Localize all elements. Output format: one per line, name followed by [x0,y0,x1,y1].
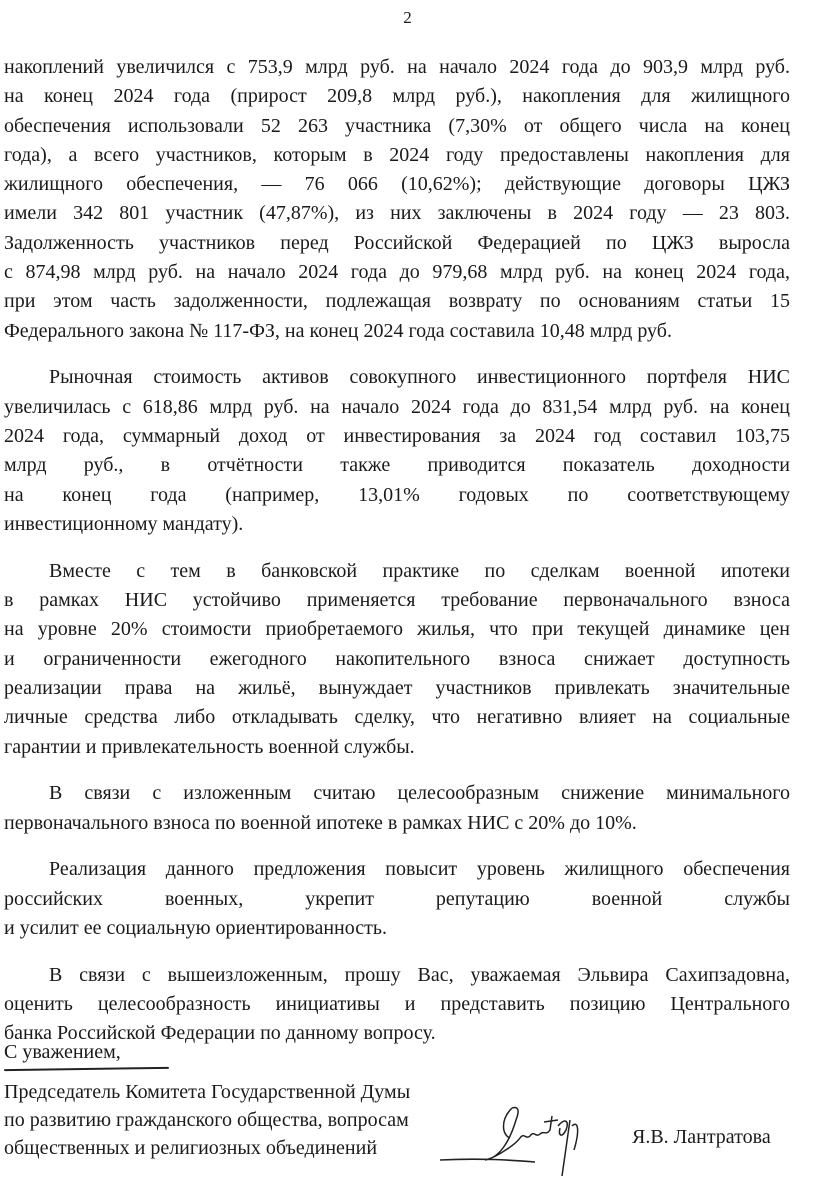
page-number: 2 [403,8,412,27]
text-line: личные средства либо откладывать сделку, что негативно влияет на социальные [4,706,790,729]
text-line: в рамках НИС устойчиво применяется требование первоначального взноса [4,589,790,612]
paragraph [4,363,790,539]
text-line: Реализация данного предложения повысит уровень жилищного обеспечения [49,858,790,881]
text-line: инвестиционному мандату). [4,512,244,535]
text-line: Вместе с тем в банковской практике по сделкам военной ипотеки [49,559,790,582]
text-line: на конец 2024 года (прирост 209,8 млрд руб.), накопления для жилищного [4,85,790,108]
text-line: имели 342 801 участник (47,87%), из них заключены в 2024 году — 23 803. [4,202,790,225]
text-line: при этом часть задолженности, подлежащая возврату по основаниям статьи 15 [4,290,790,313]
text-line: 2024 года, суммарный доход от инвестирования за 2024 год составил 103,75 [4,425,790,448]
handwritten-signature [440,1100,600,1190]
text-line: российских военных, укрепит репутацию военной службы [4,887,790,910]
text-line: и ограниченности ежегодного накопительного взноса снижает доступность [4,647,790,670]
text-line: банка Российской Федерации по данному вопросу. [4,1022,436,1045]
text-line: В связи с изложенным считаю целесообразным снижение минимального [49,782,790,805]
text-line: увеличилась с 618,86 млрд руб. на начало 2024 года до 831,54 млрд руб. на конец [4,395,790,418]
text-line: с 874,98 млрд руб. на начало 2024 года до 979,68 млрд руб. на конец 2024 года, [4,261,790,284]
regards: С уважением, [4,1041,121,1063]
text-line: млрд руб., в отчётности также приводится показатель доходности [4,454,790,477]
signer-name: Я.В. Лантратова [632,1126,771,1148]
position-line: общественных и религиозных объединений [4,1137,378,1159]
text-line: обеспечения использовали 52 263 участника (7,30% от общего числа на конец [4,114,790,137]
text-line: Рыночная стоимость активов совокупного инвестиционного портфеля НИС [49,366,790,389]
closing-block [4,1038,410,1162]
text-line: оценить целесообразность инициативы и представить позицию Центрального [4,993,790,1016]
paragraph [4,557,790,762]
text-line: года), а всего участников, которым в 2024 году предоставлены накопления для [4,143,790,166]
paragraph [4,779,790,838]
text-line: Задолженность участников перед Российской Федерацией по ЦЖЗ выросла [4,231,790,254]
text-line: и усилит ее социальную ориентированность. [4,917,387,940]
text-line: жилищного обеспечения, — 76 066 (10,62%); действующие договоры ЦЖЗ [4,173,790,196]
text-line: первоначального взноса по военной ипотеке в рамках НИС с 20% до 10%. [4,811,637,834]
letter-body [4,53,790,1066]
paragraph [4,961,790,1049]
text-line: гарантии и привлекательность военной службы. [4,735,415,758]
position-line: Председатель Комитета Государственной Думы [4,1081,411,1103]
text-line: на уровне 20% стоимости приобретаемого жилья, что при текущей динамике цен [4,618,790,641]
text-line: Федерального закона № 117-ФЗ, на конец 2024 года составила 10,48 млрд руб. [4,319,672,342]
regards-underline [4,1067,169,1071]
paragraph [4,53,790,346]
paragraph [4,855,790,943]
text-line: В связи с вышеизложенным, прошу Вас, уважаемая Эльвира Сахипзадовна, [49,963,790,986]
text-line: реализации права на жильё, вынуждает участников привлекать значительные [4,676,790,699]
text-line: на конец года (например, 13,01% годовых по соответствующему [4,483,790,506]
text-line: накоплений увеличился с 753,9 млрд руб. на начало 2024 года до 903,9 млрд руб. [4,56,790,78]
position-line: по развитию гражданского общества, вопросам [4,1109,409,1131]
